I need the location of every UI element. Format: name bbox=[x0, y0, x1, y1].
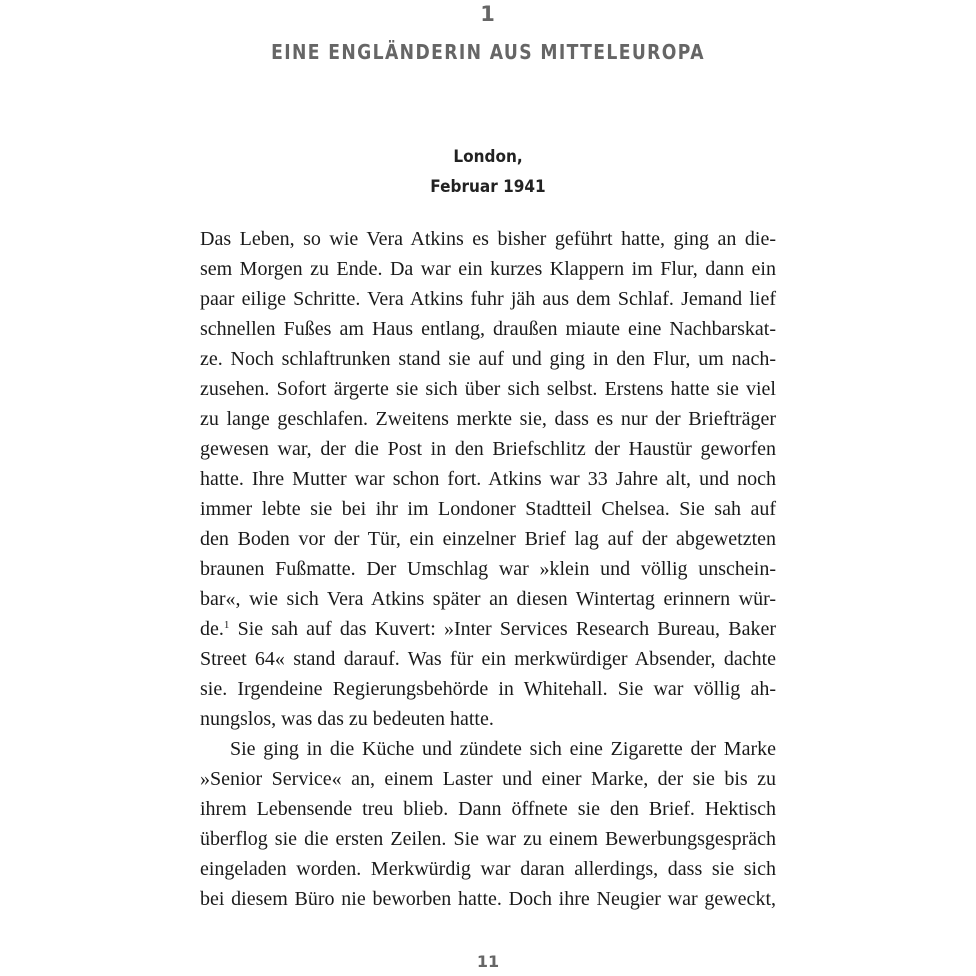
footnote-line-rest: Sie sah auf das Kuvert: »Inter Services Research Bureau, Baker bbox=[229, 618, 776, 640]
chapter-title: EINE ENGLÄNDERIN AUS MITTELEUROPA bbox=[271, 40, 705, 64]
body-text bbox=[200, 224, 776, 914]
text-line: nungslos, was das zu bedeuten hatte. bbox=[200, 708, 494, 730]
text-line: ze. Noch schlaftrunken stand sie auf und ging in den Flur, um nach- bbox=[200, 348, 776, 370]
footnote-marker[interactable]: 1 bbox=[223, 619, 230, 631]
text-line: bei diesem Büro nie beworben hatte. Doch ihre Neugier war geweckt, bbox=[200, 888, 776, 910]
text-line: zu lange geschlafen. Zweitens merkte sie, dass es nur der Briefträger bbox=[200, 408, 776, 430]
chapter-number: 1 bbox=[480, 2, 496, 26]
text-line: Sie ging in die Küche und zündete sich eine Zigarette der Marke bbox=[230, 738, 776, 760]
text-line: Das Leben, so wie Vera Atkins es bisher geführt hatte, ging an die- bbox=[200, 228, 776, 250]
dateline-date: Februar 1941 bbox=[430, 177, 546, 197]
footnote-line-start: de. bbox=[200, 618, 224, 640]
text-line: gewesen war, der die Post in den Briefschlitz der Haustür geworfen bbox=[200, 438, 776, 460]
text-line: hatte. Ihre Mutter war schon fort. Atkins war 33 Jahre alt, und noch bbox=[200, 468, 776, 490]
text-line: »Senior Service« an, einem Laster und einer Marke, der sie bis zu bbox=[200, 768, 776, 790]
text-line: sem Morgen zu Ende. Da war ein kurzes Klappern im Flur, dann ein bbox=[200, 258, 776, 280]
text-line: schnellen Fußes am Haus entlang, draußen miaute eine Nachbarskat- bbox=[200, 318, 776, 340]
text-line: den Boden vor der Tür, ein einzelner Brief lag auf der abgewetzten bbox=[200, 528, 776, 550]
text-line: zusehen. Sofort ärgerte sie sich über sich selbst. Erstens hatte sie viel bbox=[200, 378, 776, 400]
text-line: ihrem Lebensende treu blieb. Dann öffnete sie den Brief. Hektisch bbox=[200, 798, 776, 820]
page-number: 11 bbox=[476, 952, 500, 971]
text-line: Street 64« stand darauf. Was für ein merkwürdiger Absender, dachte bbox=[200, 648, 776, 670]
text-line: überflog sie die ersten Zeilen. Sie war zu einem Bewerbungsgespräch bbox=[200, 828, 776, 850]
dateline-place: London, bbox=[453, 147, 523, 167]
text-line: paar eilige Schritte. Vera Atkins fuhr jäh aus dem Schlaf. Jemand lief bbox=[200, 288, 776, 310]
text-line: sie. Irgendeine Regierungsbehörde in Whitehall. Sie war völlig ah- bbox=[200, 678, 776, 700]
text-line: immer lebte sie bei ihr im Londoner Stadtteil Chelsea. Sie sah auf bbox=[200, 498, 776, 520]
text-line-with-footnote bbox=[200, 614, 776, 644]
text-line: eingeladen worden. Merkwürdig war daran allerdings, dass sie sich bbox=[200, 858, 776, 880]
text-line: braunen Fußmatte. Der Umschlag war »klein und völlig unschein- bbox=[200, 558, 776, 580]
text-line: bar«, wie sich Vera Atkins später an diesen Wintertag erinnern wür- bbox=[200, 588, 776, 610]
